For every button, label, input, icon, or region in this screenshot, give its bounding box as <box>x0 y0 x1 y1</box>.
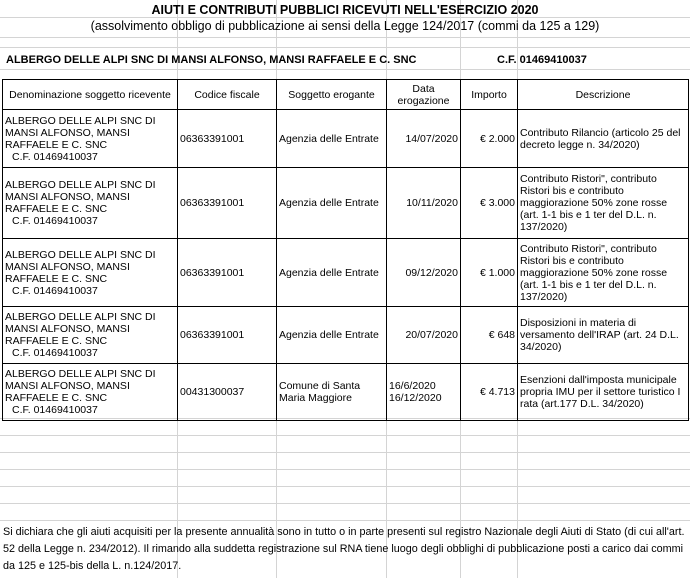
descrizione-cell: Contributo Rilancio (articolo 25 del decreto legge n. 34/2020) <box>518 110 689 168</box>
data-cell: 14/07/2020 <box>387 110 461 168</box>
data-cell: 20/07/2020 <box>387 307 461 364</box>
table-row <box>3 307 689 364</box>
recipient-name-line: RAFFAELE E C. SNC <box>5 392 108 404</box>
importo-cell: € 4.713 <box>461 364 518 421</box>
data-line: 16/6/2020 <box>389 380 436 392</box>
descrizione-cell: Disposizioni in materia di versamento dell'IRAP (art. 24 D.L. 34/2020) <box>518 307 689 364</box>
grid-line <box>0 520 690 521</box>
recipient-name-line: ALBERGO DELLE ALPI SNC DI <box>5 248 156 261</box>
grid-line <box>0 69 690 70</box>
grid-line <box>0 469 690 470</box>
header-descrizione: Descrizione <box>518 80 689 110</box>
importo-cell: € 3.000 <box>461 168 518 239</box>
descrizione-cell: Esenzioni dall'imposta municipale propria IMU per il settore turistico I rata (art.177 D.L. 34/2020) <box>518 364 689 421</box>
codice-fiscale-cell: 00431300037 <box>178 364 277 421</box>
grid-line <box>0 37 690 38</box>
recipient-cf: C.F. 01469410037 <box>12 347 98 359</box>
recipient-cf: C.F. 01469410037 <box>12 150 98 163</box>
recipient-name-line: RAFFAELE E C. SNC <box>5 138 108 151</box>
descrizione-cell: Contributo Ristori", contributo Ristori bis e contributo maggiorazione 50% zone rosse (art. 1-1 bis e 1 ter del D.L. n. 137/2020) <box>518 168 689 239</box>
footer-declaration: Si dichiara che gli aiuti acquisiti per la presente annualità sono in tutto o in parte presenti sul registro Nazionale degli Aiuti di Stato (di cui all'art. 52 della Legge n. 234/2012). Il rimando alla suddetta registrazione sul RNA tiene luogo degli obblighi di pubblicazione posti a carico dai commi da 125 e 125-bis della L. n.124/2017. <box>3 526 685 572</box>
table-row <box>3 364 689 421</box>
soggetto-cell: Agenzia delle Entrate <box>277 110 387 168</box>
grid-line <box>0 17 690 18</box>
recipient-cell <box>3 168 178 239</box>
data-line: 16/12/2020 <box>389 392 442 404</box>
recipient-name-line: ALBERGO DELLE ALPI SNC DI <box>5 114 156 127</box>
importo-cell: € 2.000 <box>461 110 518 168</box>
recipient-cell <box>3 239 178 307</box>
page-subtitle: (assolvimento obbligo di pubblicazione ai sensi della Legge 124/2017 (commi da 125 a 129) <box>90 19 600 33</box>
header-denominazione: Denominazione soggetto ricevente <box>3 80 178 110</box>
company-name: ALBERGO DELLE ALPI SNC DI MANSI ALFONSO, MANSI RAFFAELE E C. SNC <box>6 54 417 66</box>
codice-fiscale-cell: 06363391001 <box>178 168 277 239</box>
page-title: AIUTI E CONTRIBUTI PUBBLICI RICEVUTI NELL'ESERCIZIO 2020 <box>151 3 539 17</box>
data-cell: 10/11/2020 <box>387 168 461 239</box>
header-importo: Importo <box>461 80 518 110</box>
grid-line <box>0 435 690 436</box>
descrizione-cell: Contributo Ristori", contributo Ristori bis e contributo maggiorazione 50% zone rosse (art. 1-1 bis e 1 ter del D.L. n. 137/2020) <box>518 239 689 307</box>
recipient-cell <box>3 110 178 168</box>
recipient-name-line: ALBERGO DELLE ALPI SNC DI <box>5 311 156 323</box>
data-cell: 09/12/2020 <box>387 239 461 307</box>
grid-line <box>0 47 690 48</box>
header-data-erogazione: Data erogazione <box>387 80 461 110</box>
recipient-cf: C.F. 01469410037 <box>12 284 98 297</box>
recipient-name-line: RAFFAELE E C. SNC <box>5 335 108 347</box>
grid-line <box>0 486 690 487</box>
table-row <box>3 110 689 168</box>
recipient-name-line: RAFFAELE E C. SNC <box>5 272 108 285</box>
header-codice-fiscale: Codice fiscale <box>178 80 277 110</box>
recipient-cell <box>3 364 178 421</box>
recipient-name-line: ALBERGO DELLE ALPI SNC DI <box>5 179 156 191</box>
soggetto-cell: Comune di Santa Maria Maggiore <box>277 364 387 421</box>
importo-cell: € 648 <box>461 307 518 364</box>
codice-fiscale-cell: 06363391001 <box>178 110 277 168</box>
aid-table <box>2 79 689 421</box>
company-cf: C.F. 01469410037 <box>497 54 587 66</box>
table-row <box>3 168 689 239</box>
recipient-name-line: MANSI ALFONSO, MANSI <box>5 323 130 335</box>
header-soggetto-erogante: Soggetto erogante <box>277 80 387 110</box>
recipient-name-line: RAFFAELE E C. SNC <box>5 203 108 215</box>
codice-fiscale-cell: 06363391001 <box>178 307 277 364</box>
table-header-row <box>3 80 689 110</box>
codice-fiscale-cell: 06363391001 <box>178 239 277 307</box>
soggetto-cell: Agenzia delle Entrate <box>277 307 387 364</box>
recipient-name-line: ALBERGO DELLE ALPI SNC DI <box>5 368 156 380</box>
recipient-name-line: MANSI ALFONSO, MANSI <box>5 191 130 203</box>
recipient-name-line: MANSI ALFONSO, MANSI <box>5 260 130 273</box>
soggetto-cell: Agenzia delle Entrate <box>277 239 387 307</box>
importo-cell: € 1.000 <box>461 239 518 307</box>
recipient-cf: C.F. 01469410037 <box>12 215 98 227</box>
recipient-cf: C.F. 01469410037 <box>12 404 98 416</box>
soggetto-cell: Agenzia delle Entrate <box>277 168 387 239</box>
grid-line <box>0 452 690 453</box>
recipient-name-line: MANSI ALFONSO, MANSI <box>5 126 130 139</box>
table-row <box>3 239 689 307</box>
data-cell <box>387 364 461 421</box>
grid-line <box>0 503 690 504</box>
recipient-name-line: MANSI ALFONSO, MANSI <box>5 380 130 392</box>
recipient-cell <box>3 307 178 364</box>
